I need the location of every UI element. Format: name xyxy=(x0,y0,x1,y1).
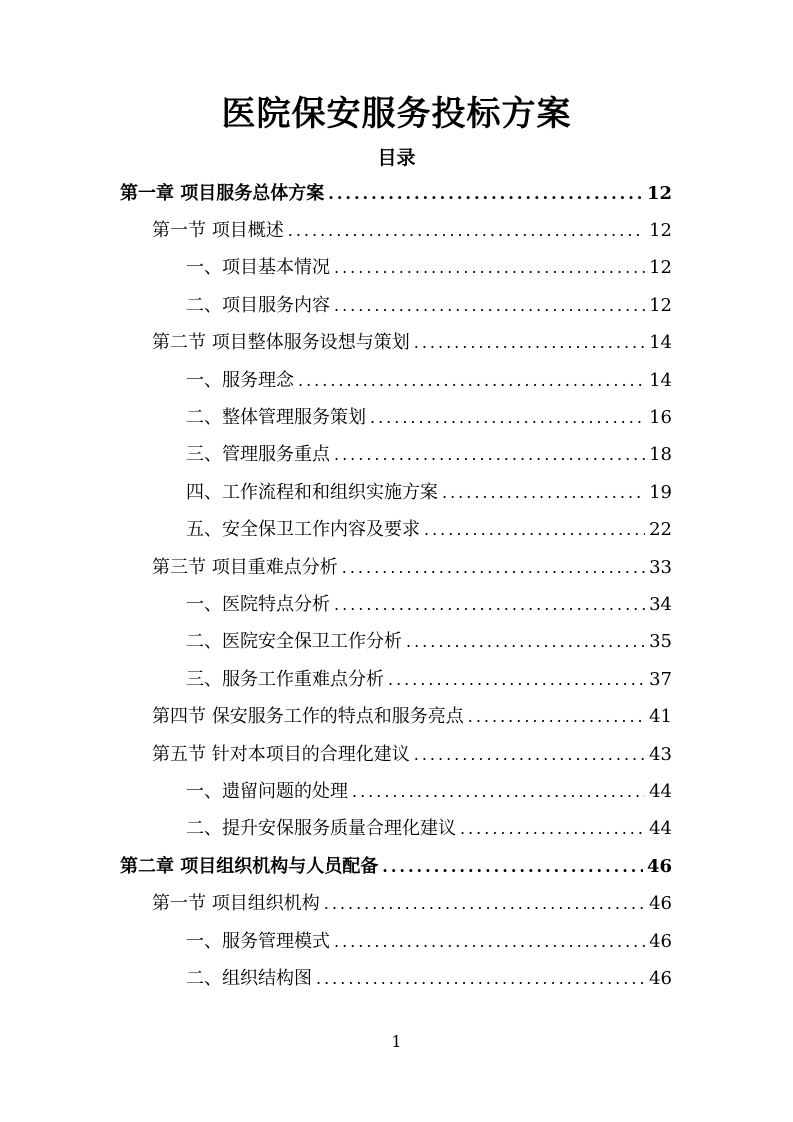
toc-entry[interactable] xyxy=(152,212,672,249)
toc-entry-title: 一、服务理念 xyxy=(186,369,294,391)
toc-entry-page: 18 xyxy=(649,444,672,466)
toc-entry[interactable] xyxy=(186,923,672,960)
toc-entry-page: 33 xyxy=(649,556,672,578)
toc-entry-page: 46 xyxy=(649,893,672,915)
toc-dot-leader xyxy=(334,930,645,954)
toc-entry[interactable] xyxy=(152,699,672,736)
toc-entry-page: 41 xyxy=(649,706,672,728)
toc-entry-title: 二、整体管理服务策划 xyxy=(186,406,366,428)
toc-dot-leader xyxy=(370,406,645,430)
toc-entry-title: 第五节 针对本项目的合理化建议 xyxy=(152,743,410,765)
toc-entry[interactable] xyxy=(152,549,672,586)
toc-entry-title: 第四节 保安服务工作的特点和服务亮点 xyxy=(152,706,464,728)
toc-entry-title: 二、组织结构图 xyxy=(186,967,312,989)
toc-entry-page: 12 xyxy=(649,257,672,279)
toc-entry[interactable] xyxy=(186,661,672,698)
toc-entry-title: 第一章 项目服务总体方案 xyxy=(120,182,325,204)
toc-entry-title: 第三节 项目重难点分析 xyxy=(152,556,338,578)
toc-entry[interactable] xyxy=(186,811,672,848)
toc-entry[interactable] xyxy=(152,886,672,923)
toc-entry-page: 34 xyxy=(649,593,672,615)
toc-dot-leader xyxy=(316,967,645,991)
toc-dot-leader xyxy=(382,855,643,879)
toc-entry[interactable] xyxy=(186,287,672,324)
toc-dot-leader xyxy=(460,817,645,841)
toc-dot-leader xyxy=(298,369,645,393)
toc-entry[interactable] xyxy=(186,960,672,997)
toc-entry[interactable] xyxy=(152,736,672,773)
toc-entry-title: 第二章 项目组织机构与人员配备 xyxy=(120,855,379,877)
toc-entry[interactable] xyxy=(120,848,672,885)
toc-entry[interactable] xyxy=(186,474,672,511)
toc-entry-title: 四、工作流程和和组织实施方案 xyxy=(186,481,438,503)
toc-entry[interactable] xyxy=(186,399,672,436)
toc-entry-page: 14 xyxy=(649,332,672,354)
toc-entry-title: 二、提升安保服务质量合理化建议 xyxy=(186,818,456,840)
toc-dot-leader xyxy=(424,518,645,542)
toc-entry[interactable] xyxy=(186,586,672,623)
toc-dot-leader xyxy=(334,443,645,467)
toc-entry-page: 19 xyxy=(649,481,672,503)
toc-entry-page: 12 xyxy=(649,294,672,316)
toc-dot-leader xyxy=(414,743,645,767)
document-title: 医院保安服务投标方案 xyxy=(221,94,572,134)
toc-entry-page: 14 xyxy=(649,369,672,391)
toc-dot-leader xyxy=(352,780,645,804)
toc-entry-page: 46 xyxy=(649,967,672,989)
toc-entry-page: 12 xyxy=(646,182,672,204)
toc-dot-leader xyxy=(414,331,645,355)
toc-entry-page: 12 xyxy=(649,219,672,241)
toc-entry-title: 一、医院特点分析 xyxy=(186,593,330,615)
toc-entry-title: 第一节 项目概述 xyxy=(152,219,284,241)
toc-entry-title: 一、项目基本情况 xyxy=(186,257,330,279)
toc-entry-title: 一、服务管理模式 xyxy=(186,930,330,952)
toc-entry-title: 一、遗留问题的处理 xyxy=(186,780,348,802)
toc-dot-leader xyxy=(442,481,645,505)
toc-entry[interactable] xyxy=(186,512,672,549)
toc-entry-title: 第一节 项目组织机构 xyxy=(152,893,320,915)
toc-entry-title: 二、项目服务内容 xyxy=(186,294,330,316)
toc-dot-leader xyxy=(388,668,645,692)
toc-entry-page: 16 xyxy=(649,406,672,428)
toc-entry-page: 46 xyxy=(649,930,672,952)
toc-dot-leader xyxy=(288,219,645,243)
toc-dot-leader xyxy=(328,182,643,206)
toc-entry[interactable] xyxy=(186,250,672,287)
toc-dot-leader xyxy=(324,892,645,916)
toc-dot-leader xyxy=(406,630,645,654)
page-number: 1 xyxy=(391,1032,402,1051)
toc-dot-leader xyxy=(334,294,645,318)
toc-entry-page: 35 xyxy=(649,631,672,653)
toc-entry[interactable] xyxy=(120,175,672,212)
toc-entry-title: 三、服务工作重难点分析 xyxy=(186,668,384,690)
toc-entry-page: 37 xyxy=(649,668,672,690)
toc-dot-leader xyxy=(334,256,645,280)
toc-entry-page: 46 xyxy=(646,855,672,877)
toc-entry-page: 43 xyxy=(649,743,672,765)
toc-entry-page: 44 xyxy=(649,780,672,802)
toc-entry[interactable] xyxy=(186,437,672,474)
toc-entry-page: 22 xyxy=(649,519,672,541)
toc-entry-title: 三、管理服务重点 xyxy=(186,444,330,466)
toc-entry-page: 44 xyxy=(649,818,672,840)
toc-entry-title: 第二节 项目整体服务设想与策划 xyxy=(152,332,410,354)
toc-entry-title: 二、医院安全保卫工作分析 xyxy=(186,631,402,653)
toc-heading: 目录 xyxy=(377,147,416,169)
toc-entry[interactable] xyxy=(186,624,672,661)
toc-dot-leader xyxy=(342,556,645,580)
toc-entry[interactable] xyxy=(152,325,672,362)
toc-dot-leader xyxy=(334,593,645,617)
toc-entry[interactable] xyxy=(186,773,672,810)
toc-entry-title: 五、安全保卫工作内容及要求 xyxy=(186,519,420,541)
toc-entry[interactable] xyxy=(186,362,672,399)
toc-dot-leader xyxy=(468,705,645,729)
